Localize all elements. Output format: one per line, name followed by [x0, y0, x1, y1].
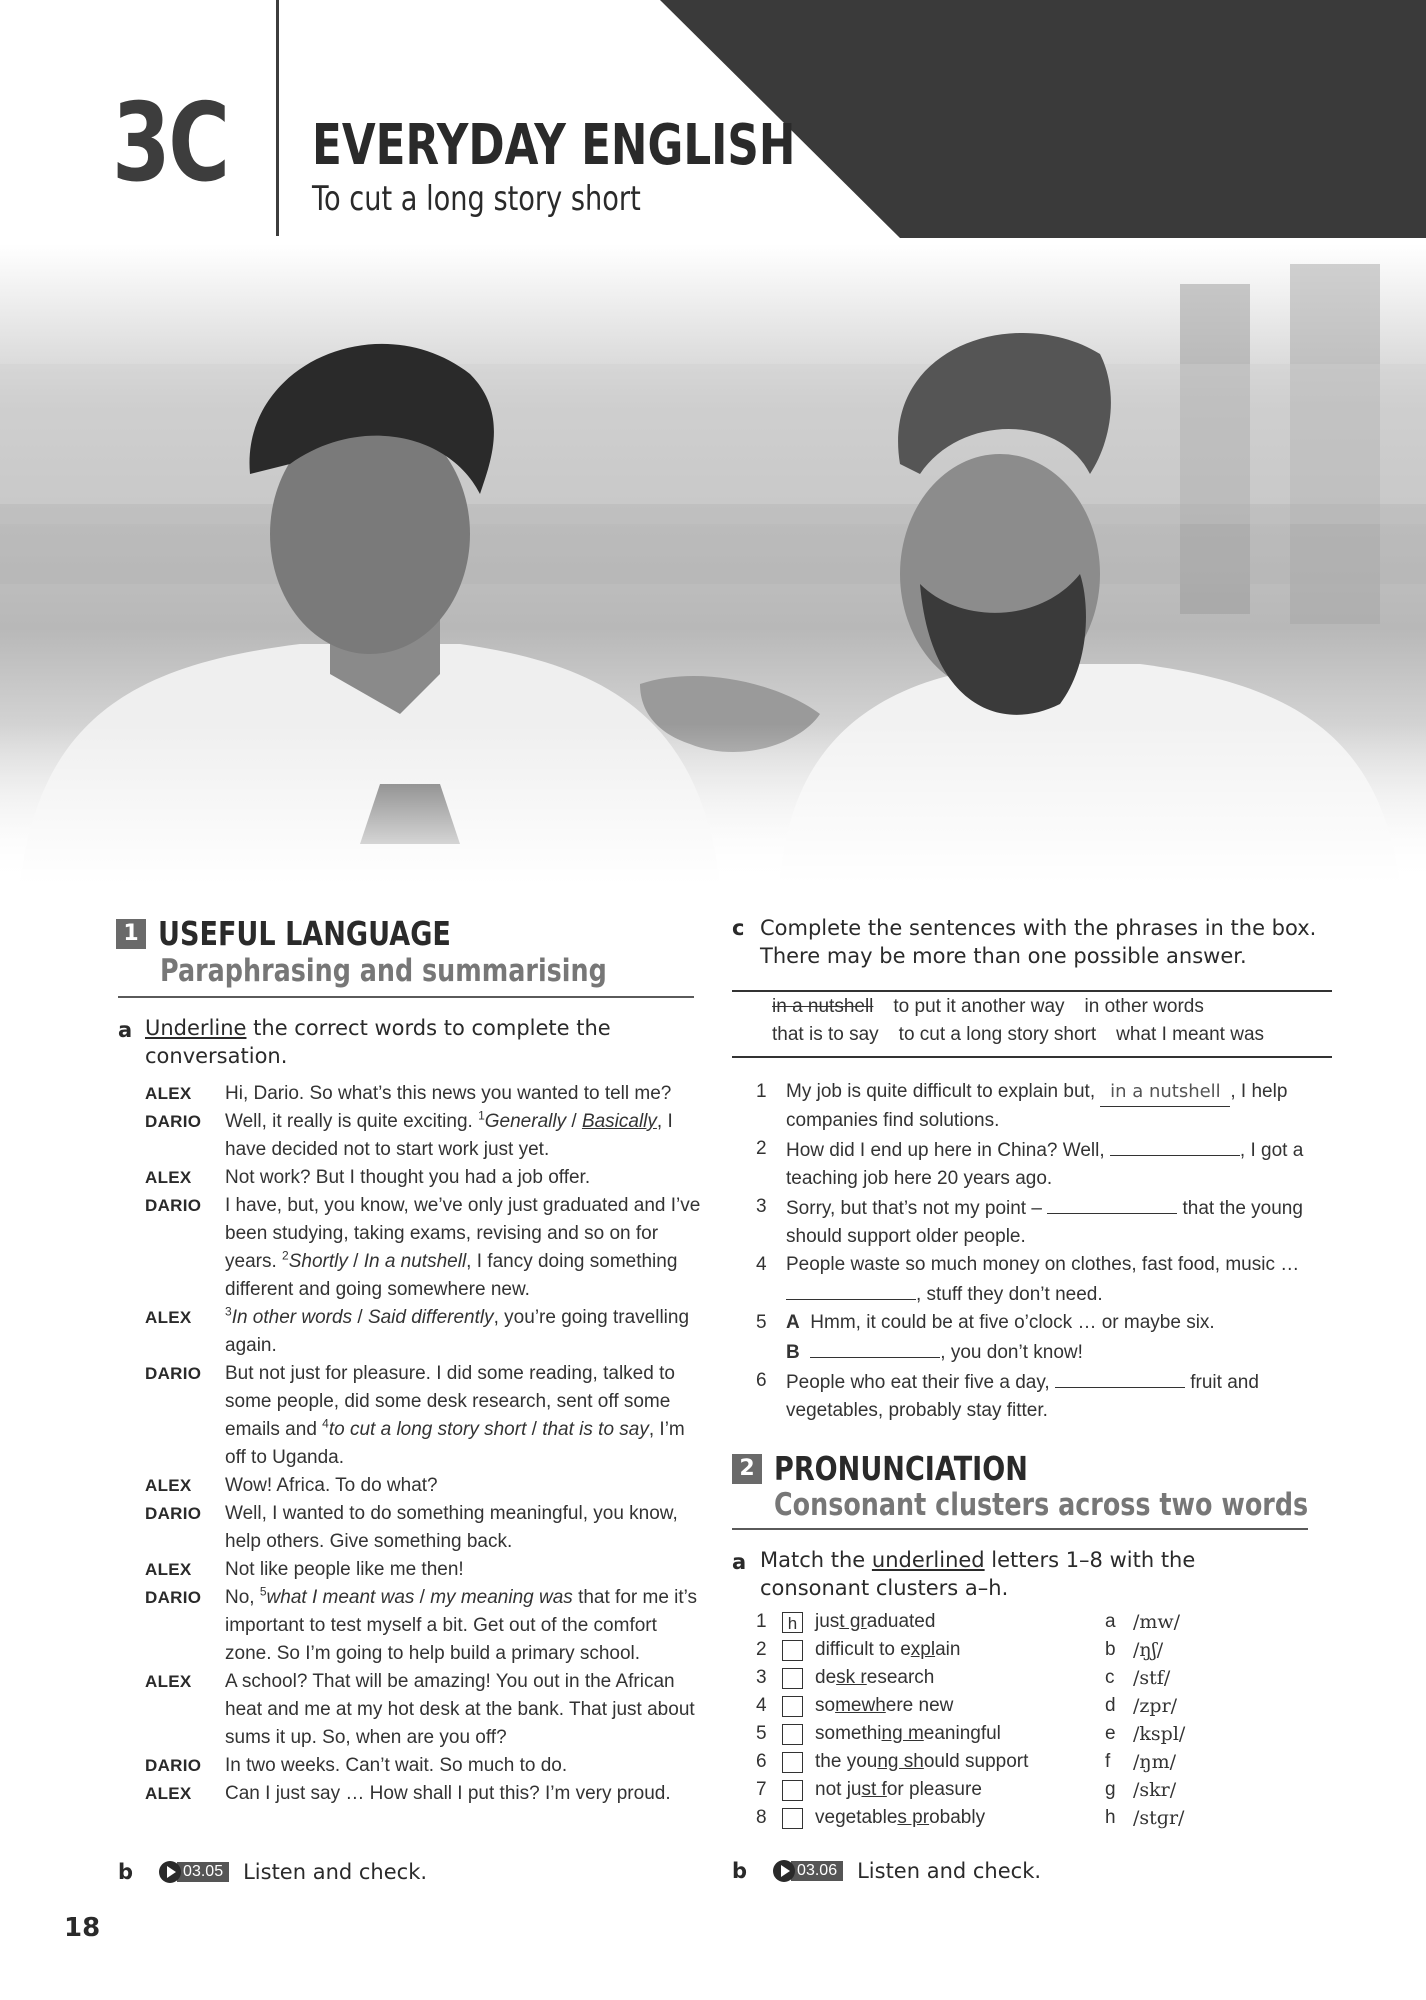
speaker-name: ALEX: [145, 1560, 192, 1579]
item-number: 7: [756, 1779, 767, 1800]
cluster-letter: e: [1105, 1723, 1116, 1744]
sentence-text: My job is quite difficult to explain but, in a nutshell , I help companies find solutions.: [786, 1078, 1316, 1135]
speaker-text[interactable]: But not just for pleasure. I did some reading, talked to some people, did some desk research, sent off some emails and $^4$to cut a long story short / that is to say, I’m off to Uganda.: [225, 1363, 685, 1468]
ex2b-letter: b: [732, 1859, 748, 1883]
sentence-text: People who eat their five a day, fruit and vegetables, probably stay fitter.: [786, 1367, 1316, 1425]
phrase-box-item: in a nutshell: [772, 996, 874, 1017]
speaker-text[interactable]: Hi, Dario. So what’s this news you wanted to tell me?: [225, 1083, 672, 1104]
sentence-number: 6: [756, 1370, 767, 1391]
speaker-text[interactable]: Wow! Africa. To do what?: [225, 1475, 438, 1496]
item-words: vegetables probably: [815, 1807, 986, 1828]
cluster-ipa: /skr/: [1133, 1779, 1177, 1801]
phrase-box-item: to cut a long story short: [898, 1024, 1097, 1045]
speaker-text[interactable]: A school? That will be amazing! You out in the African heat and me at my hot desk at the bank. That just about sums it up. So, when are you off?: [225, 1671, 695, 1748]
pronunciation-row: [756, 1804, 1316, 1832]
item-number: 1: [756, 1611, 767, 1632]
speaker-text[interactable]: No, $^5$what I meant was / my meaning was that for me it’s important to test myself a bit. Get out of the comfort zone. So I’m going to help build a primary school.: [225, 1584, 698, 1664]
speaker-name: ALEX: [145, 1476, 192, 1495]
item-words: something meaningful: [815, 1723, 1001, 1744]
conversation-line: [145, 1192, 705, 1304]
ex1b: [118, 1858, 427, 1886]
answer-blank[interactable]: [1055, 1367, 1185, 1388]
track-number: 03.06: [791, 1861, 843, 1881]
section2-heading: [732, 1449, 1084, 1488]
ex1b-letter: b: [118, 1860, 134, 1884]
sentence-number: 5: [756, 1312, 767, 1333]
speaker-text[interactable]: I have, but, you know, we’ve only just graduated and I’ve been studying, taking exams, revising and so on for years. $^2$Shortly / In a nutshell, I fancy doing something different and going somewhere new.: [225, 1195, 701, 1300]
answer-checkbox[interactable]: [782, 1808, 803, 1829]
phrase-box: [732, 990, 1332, 1058]
photo-two-men-talking: [0, 244, 1426, 884]
pronunciation-row: [756, 1720, 1316, 1748]
track-number: 03.05: [177, 1862, 229, 1882]
ex2a-instruction: [760, 1546, 1300, 1602]
conversation-line: [145, 1080, 705, 1108]
cluster-letter: g: [1105, 1779, 1116, 1800]
answer-checkbox[interactable]: [782, 1668, 803, 1689]
ex2a-instruction-post: letters 1–8 with the consonant clusters a–h.: [760, 1548, 1196, 1600]
item-words: not just for pleasure: [815, 1779, 982, 1800]
ex2b: [732, 1857, 1041, 1885]
ex2a-instruction-pre: Match the: [760, 1548, 872, 1572]
ex1a-letter: a: [118, 1018, 133, 1042]
cluster-ipa: /stɡr/: [1133, 1807, 1185, 1829]
speaker-text[interactable]: Well, I wanted to do something meaningful, you know, help others. Give something back.: [225, 1503, 678, 1552]
cluster-letter: a: [1105, 1611, 1116, 1632]
cluster-letter: b: [1105, 1639, 1116, 1660]
ex1a-instruction-text: the correct words to complete the conversation.: [145, 1016, 611, 1068]
section2-number: 2: [732, 1454, 762, 1484]
sentence-text: Sorry, but that’s not my point – that the young should support older people.: [786, 1193, 1316, 1251]
phrase-box-item: in other words: [1084, 996, 1204, 1017]
conversation-line: [145, 1556, 705, 1584]
item-words: somewhere new: [815, 1695, 954, 1716]
sentences-list: [756, 1078, 1316, 1425]
unit-code: 3C: [112, 81, 228, 206]
speaker-name: DARIO: [145, 1196, 202, 1215]
answer-blank[interactable]: [1047, 1193, 1177, 1214]
sentence-item: [756, 1309, 1316, 1367]
ex2b-text: Listen and check.: [857, 1859, 1042, 1883]
item-number: 3: [756, 1667, 767, 1688]
ex1b-text: Listen and check.: [243, 1860, 428, 1884]
cluster-letter: c: [1105, 1667, 1115, 1688]
section1-heading: [116, 914, 516, 953]
answer-checkbox[interactable]: [782, 1640, 803, 1661]
speaker-name: DARIO: [145, 1504, 202, 1523]
sentence-item: [756, 1193, 1316, 1251]
ex2a-instruction-underline: underlined: [871, 1548, 985, 1572]
pronunciation-row: [756, 1608, 1316, 1636]
audio-button-0305[interactable]: [159, 1861, 229, 1883]
conversation-line: [145, 1304, 705, 1360]
answer-checkbox[interactable]: [782, 1696, 803, 1717]
speaker-name: ALEX: [145, 1784, 192, 1803]
play-icon: [159, 1861, 181, 1883]
conversation-line: [145, 1780, 705, 1808]
item-number: 4: [756, 1695, 767, 1716]
audio-button-0306[interactable]: [773, 1860, 843, 1882]
answer-checkbox[interactable]: h: [782, 1612, 803, 1633]
conversation-line: [145, 1108, 705, 1164]
ex2a-letter: a: [732, 1550, 747, 1574]
section2-subtitle: Consonant clusters across two words: [774, 1487, 1309, 1523]
speaker-name: DARIO: [145, 1588, 202, 1607]
speaker-text[interactable]: Not like people like me then!: [225, 1559, 464, 1580]
item-words: difficult to explain: [815, 1639, 961, 1660]
phrase-box-row1: [772, 996, 1224, 1018]
sentence-item: [756, 1135, 1316, 1193]
sentence-item: [756, 1367, 1316, 1425]
phrase-box-item: that is to say: [772, 1024, 879, 1045]
pronunciation-row: [756, 1664, 1316, 1692]
speaker-text[interactable]: Well, it really is quite exciting. $^1$Generally / Basically, I have decided not to start work just yet.: [225, 1108, 673, 1160]
answer-checkbox[interactable]: [782, 1780, 803, 1801]
cluster-ipa: /kspl/: [1133, 1723, 1186, 1745]
pronunciation-row: [756, 1748, 1316, 1776]
phrase-box-row2: [772, 1024, 1284, 1046]
section1-title: USEFUL LANGUAGE: [158, 914, 452, 953]
cluster-letter: h: [1105, 1807, 1116, 1828]
answer-blank[interactable]: [1110, 1135, 1240, 1156]
phrase-box-item: to put it another way: [893, 996, 1065, 1017]
conversation-line: [145, 1500, 705, 1556]
conversation-line: [145, 1668, 705, 1752]
sentence-number: 1: [756, 1081, 767, 1102]
header-divider: [276, 0, 279, 236]
sentence-text: How did I end up here in China? Well, , I got a teaching job here 20 years ago.: [786, 1135, 1316, 1193]
sentence-item: [756, 1078, 1316, 1135]
section2-title: PRONUNCIATION: [774, 1449, 1029, 1488]
ex1c-letter: c: [732, 916, 745, 940]
unit-title: EVERYDAY ENGLISH: [312, 113, 796, 178]
answer-blank[interactable]: [786, 1279, 916, 1300]
speaker-name: ALEX: [145, 1308, 192, 1327]
cluster-ipa: /ŋm/: [1133, 1751, 1177, 1773]
speaker-text[interactable]: Can I just say … How shall I put this? I’m very proud.: [225, 1783, 671, 1804]
speaker-text[interactable]: In two weeks. Can’t wait. So much to do.: [225, 1755, 568, 1776]
sentence-text: People waste so much money on clothes, fast food, music … , stuff they don’t need.: [786, 1254, 1300, 1305]
speaker-name: DARIO: [145, 1756, 202, 1775]
answer-filled[interactable]: in a nutshell: [1100, 1078, 1230, 1107]
cluster-ipa: /mw/: [1133, 1611, 1181, 1633]
item-words: the young should support: [815, 1751, 1029, 1772]
section1-subtitle: Paraphrasing and summarising: [160, 953, 607, 989]
pronunciation-row: [756, 1692, 1316, 1720]
play-icon: [773, 1860, 795, 1882]
speaker-name: ALEX: [145, 1084, 192, 1103]
answer-checkbox[interactable]: [782, 1752, 803, 1773]
section2-rule: [732, 1528, 1308, 1530]
sentence-number: 2: [756, 1138, 767, 1159]
pronunciation-row: [756, 1776, 1316, 1804]
cluster-letter: f: [1105, 1751, 1111, 1772]
pronunciation-row: [756, 1636, 1316, 1664]
ex1a-instruction-underline: Underline: [145, 1016, 247, 1040]
conversation-line: [145, 1584, 705, 1668]
conversation: [145, 1080, 705, 1808]
section1-rule: [118, 996, 694, 998]
cluster-ipa: /ŋʃ/: [1133, 1639, 1164, 1661]
speaker-name: ALEX: [145, 1672, 192, 1691]
phrase-box-item: what I meant was: [1116, 1024, 1265, 1045]
cluster-letter: d: [1105, 1695, 1116, 1716]
conversation-line: [145, 1164, 705, 1192]
item-number: 6: [756, 1751, 767, 1772]
conversation-line: [145, 1360, 705, 1472]
conversation-line: [145, 1752, 705, 1780]
speaker-text[interactable]: Not work? But I thought you had a job offer.: [225, 1167, 591, 1188]
speaker-name: DARIO: [145, 1112, 202, 1131]
pronunciation-matching-table: [756, 1608, 1316, 1832]
item-number: 5: [756, 1723, 767, 1744]
item-number: 2: [756, 1639, 767, 1660]
section1-number: 1: [116, 919, 146, 949]
ex1a-instruction: [145, 1014, 665, 1070]
page-number: 18: [64, 1913, 101, 1943]
speaker-name: DARIO: [145, 1364, 202, 1383]
unit-subtitle: To cut a long story short: [312, 179, 641, 219]
ex1c-instruction: Complete the sentences with the phrases in the box. There may be more than one possible answer.: [760, 916, 1317, 968]
sentence-number: 4: [756, 1254, 767, 1275]
item-words: desk research: [815, 1667, 935, 1688]
answer-blank[interactable]: [810, 1337, 940, 1358]
speaker-text[interactable]: $^3$In other words / Said differently, you’re going travelling again.: [225, 1304, 690, 1356]
cluster-ipa: /zpr/: [1133, 1695, 1178, 1717]
cluster-ipa: /stf/: [1133, 1667, 1171, 1689]
item-words: just graduated: [815, 1611, 936, 1632]
speaker-name: ALEX: [145, 1168, 192, 1187]
sentence-item: [756, 1251, 1316, 1309]
conversation-line: [145, 1472, 705, 1500]
sentence-text: A Hmm, it could be at five o’clock … or maybe six. B , you don’t know!: [786, 1312, 1215, 1363]
item-number: 8: [756, 1807, 767, 1828]
answer-checkbox[interactable]: [782, 1724, 803, 1745]
sentence-number: 3: [756, 1196, 767, 1217]
